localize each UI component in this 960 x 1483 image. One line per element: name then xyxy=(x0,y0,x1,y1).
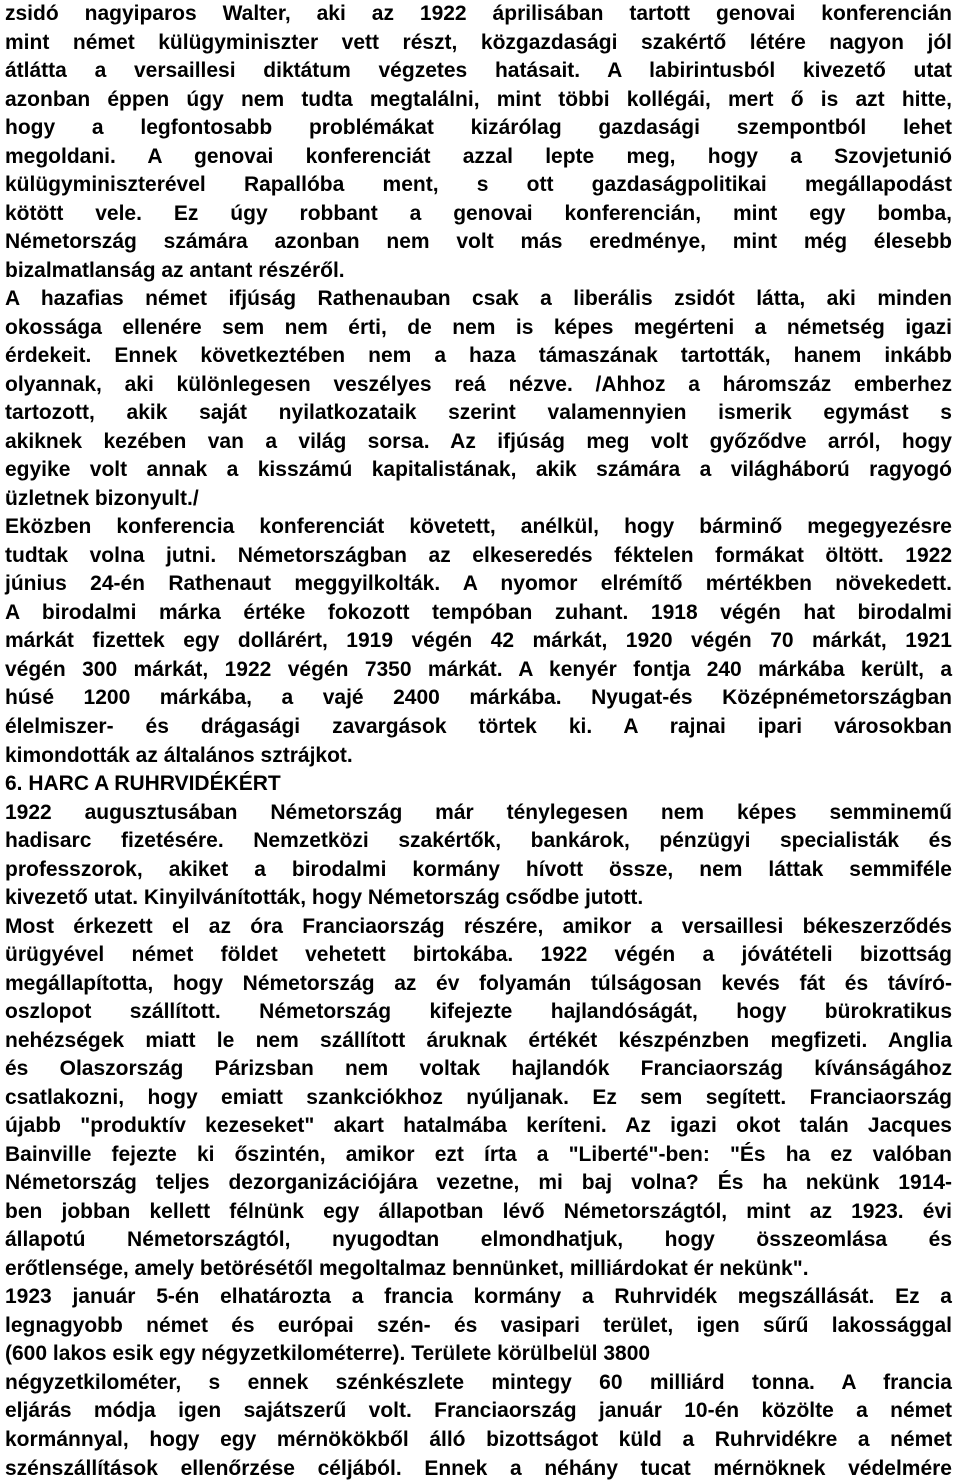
text-line: csatlakozni, hogy emiatt szankciókhoz nyúljanak. Ez sem segített. Franciaország xyxy=(5,1085,952,1109)
text-line: megállapította, hogy Németország az év folyamán túlságosan kevés fát és távíró- xyxy=(5,971,952,995)
text-line: kötött vele. Ez úgy robbant a genovai konferencián, mint egy bomba, xyxy=(5,201,952,225)
text-line: Németország számára azonban nem volt más eredménye, mint még élesebb xyxy=(5,230,952,254)
section-heading: 6. HARC A RUHRVIDÉKÉRT xyxy=(5,772,281,796)
text-line: végén 300 márkát, 1922 végén 7350 márkát. A kenyér fontja 240 márkába került, a xyxy=(5,657,952,681)
text-line: ürügyével német földet vehetett birtokába. 1922 végén a jóvátételi bizottság xyxy=(5,943,952,967)
text-line: hadisarc fizetésére. Nemzetközi szakértők, bankárok, pénzügyi specialisták és xyxy=(5,829,952,853)
text-line: állapotú Németországtól, nyugodtan elmondhatjuk, hogy összeomlása és xyxy=(5,1228,952,1252)
text-line: üzletnek bizonyult./ xyxy=(5,486,199,510)
text-line: ben jobban kellett félnünk egy állapotban lévő Németországtól, mint az 1923. évi xyxy=(5,1199,952,1223)
text-line: Bainville fejezte ki őszintén, amikor ezt írta a "Liberté"-ben: "És ha ez valóban xyxy=(5,1142,952,1166)
text-line: azonban éppen úgy nem tudta megtalálni, mint többi kollégái, mert ő is azt hitte, xyxy=(5,87,952,111)
text-line: Eközben konferencia konferenciát követett, anélkül, hogy bárminő megegyezésre xyxy=(5,515,952,539)
text-line: tartozott, akik saját nyilatkozataik szerint valamennyien ismerik egymást s xyxy=(5,401,952,425)
text-line: tudtak volna jutni. Németországban az elkeseredés féktelen formákat öltött. 1922 xyxy=(5,543,952,567)
text-line: érdekeit. Ennek következtében nem a haza támaszának tartották, hanem inkább xyxy=(5,344,952,368)
text-line: külügyminiszterével Rapallóba ment, s ott gazdaságpolitikai megállapodást xyxy=(5,173,952,197)
text-line: zsidó nagyiparos Walter, aki az 1922 áprilisában tartott genovai konferencián xyxy=(5,2,952,25)
text-line: húsé 1200 márkába, a vajé 2400 márkába. Nyugat-és Középnémetországban xyxy=(5,686,952,710)
text-line: kivezető utat. Kinyilvánították, hogy Németország csődbe jutott. xyxy=(5,886,644,910)
text-line: Most érkezett el az óra Franciaország részére, amikor a versaillesi békeszerződés xyxy=(5,914,952,938)
text-line: erőtlensége, amely betörésétől megoltalmaz bennünket, milliárdokat ér nekünk". xyxy=(5,1256,809,1280)
text-line: megoldani. A genovai konferenciát azzal lepte meg, hogy a Szovjetunió xyxy=(5,144,952,168)
text-line: eljárás módja igen sajátszerű volt. Franciaország január 10-én közölte a német xyxy=(5,1399,952,1423)
text-line: átlátta a versaillesi diktátum végzetes hatásait. A labirintusból kivezető utat xyxy=(5,59,952,83)
text-line: bizalmatlanság az antant részéről. xyxy=(5,258,345,282)
text-line: A hazafias német ifjúság Rathenauban csak a liberális zsidót látta, aki minden xyxy=(5,287,952,311)
text-line: akiknek kezében van a világ sorsa. Az ifjúság meg volt győződve arról, hogy xyxy=(5,429,952,453)
text-line: négyzetkilométer, s ennek szénkészlete mintegy 60 milliárd tonna. A francia xyxy=(5,1370,952,1394)
text-line: nehézségek miatt le nem szállított áruknak értékét készpénzben megfizeti. Anglia xyxy=(5,1028,952,1052)
text-line: szénszállítások ellenőrzése céljából. Ennek a néhány tucat mérnöknek védelmére xyxy=(5,1456,952,1480)
text-line: professzorok, akiket a birodalmi kormány hívott össze, nem láttak semmiféle xyxy=(5,857,952,881)
text-line: mint német külügyminiszter vett részt, közgazdasági szakértő létére nagyon jól xyxy=(5,30,952,54)
text-line: újabb "produktív kezeseket" akart hatalmába keríteni. Az igazi okot talán Jacques xyxy=(5,1114,952,1138)
text-line: és Olaszország Párizsban nem voltak hajlandók Franciaország kívánságához xyxy=(5,1057,952,1081)
text-line: Németország teljes dezorganizációjára vezetne, mi baj volna? És ha nekünk 1914- xyxy=(5,1171,952,1195)
text-line: oszlopot szállított. Németország kifejezte hajlandóságát, hogy bürokratikus xyxy=(5,1000,952,1024)
text-line: élelmiszer- és drágasági zavargások törtek ki. A rajnai ipari városokban xyxy=(5,715,952,738)
text-line: legnagyobb német és európai szén- és vasipari terület, igen sűrű lakossággal xyxy=(5,1313,952,1337)
text-line: A birodalmi márka értéke fokozott tempóban zuhant. 1918 végén hat birodalmi xyxy=(5,600,952,624)
text-line: hogy a legfontosabb problémákat kizárólag gazdasági szempontból lehet xyxy=(5,116,952,140)
text-line: kormánnyal, hogy egy mérnökökből álló bizottságot küld a Ruhrvidékre a német xyxy=(5,1428,952,1451)
text-line: olyannak, aki különlegesen veszélyes reá nézve. /Ahhoz a háromszáz emberhez xyxy=(5,372,952,396)
text-line: kimondották az általános sztrájkot. xyxy=(5,743,353,767)
text-line: márkát fizettek egy dollárért, 1919 végén 42 márkát, 1920 végén 70 márkát, 1921 xyxy=(5,629,952,653)
text-line: 1923 január 5-én elhatározta a francia kormány a Ruhrvidék megszállását. Ez a xyxy=(5,1285,952,1309)
text-line: június 24-én Rathenaut meggyilkolták. A nyomor elrémítő mértékben növekedett. xyxy=(5,572,952,596)
text-line: 1922 augusztusában Németország már ténylegesen nem képes semminemű xyxy=(5,800,952,824)
text-line: okossága ellenére sem nem érti, de nem is képes megérteni a németség igazi xyxy=(5,315,952,339)
text-line: (600 lakos esik egy négyzetkilométerre). Területe körülbelül 3800 xyxy=(5,1342,651,1366)
text-line: egyike volt annak a kisszámú kapitalistának, akik számára a világháború ragyogó xyxy=(5,458,952,482)
